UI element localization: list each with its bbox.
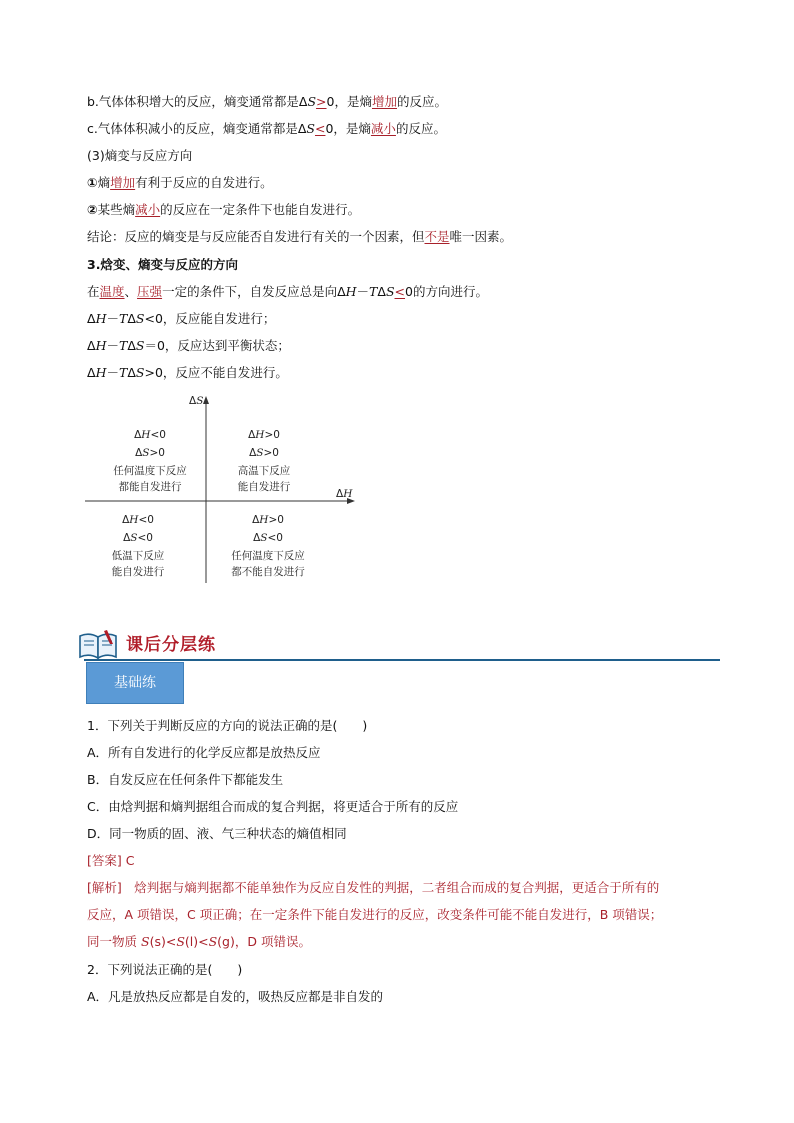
symbol-s: S (135, 311, 145, 326)
blank-answer: 压强 (137, 284, 163, 299)
blank-answer: > (316, 94, 327, 109)
question-2-stem: 2．下列说法正确的是( ) (87, 962, 243, 977)
symbol-s: S (307, 94, 317, 109)
blank-answer: 减小 (370, 121, 396, 136)
x-axis-label: ΔH (336, 488, 353, 500)
symbol-s: S (306, 121, 315, 136)
analysis-line-1: [解析] 焓判据与熵判据都不能单独作为反应自发性的判据，二者组合而成的复合判据，更适合于所有的 (87, 880, 660, 895)
text: 某些熵 (97, 202, 136, 217)
symbol-h: H (95, 338, 107, 353)
blank-answer: 减小 (135, 202, 161, 217)
blank-answer: 增加 (110, 175, 136, 190)
text: Δ (87, 311, 96, 326)
text: 、 (124, 284, 138, 299)
circled-number: ② (87, 202, 98, 217)
analysis-line-3: 同一物质 S(s)<S(l)<S(g)，D 项错误。 (87, 934, 311, 949)
quadrant-4: ΔH>0 ΔS<0 任何温度下反应 都不能自发进行 (231, 514, 305, 578)
subheading-entropy-direction: (3)熵变与反应方向 (87, 148, 193, 163)
line-entropy-increase (87, 93, 447, 111)
section-title: 课后分层练 (126, 635, 216, 655)
answer: [答案] C (87, 853, 135, 868)
text: － (356, 284, 370, 299)
text: 0，是熵 (325, 121, 371, 136)
text: 的反应。 (395, 121, 446, 136)
q2-option-a: A．凡是放热反应都是自发的，吸热反应都是非自发的 (87, 989, 384, 1004)
blank-answer: 增加 (371, 94, 397, 109)
text: － (106, 311, 119, 326)
conclusion (87, 228, 512, 246)
open-book-icon (77, 628, 121, 662)
enthalpy-entropy-diagram (85, 393, 370, 585)
text: b.气体体积增大的反应，熵变通常都是Δ (87, 94, 308, 109)
tab-basic-practice (86, 662, 184, 704)
text: 一定的条件下，自发反应总是向Δ (162, 284, 346, 299)
line-entropy-decrease (87, 120, 446, 138)
symbol-h: H (345, 284, 357, 299)
symbol-t: T (118, 311, 128, 326)
section-divider (84, 659, 720, 661)
option-a: A．所有自发进行的化学反应都是放热反应 (87, 745, 321, 760)
heading-3: 3.焓变、熵变与反应的方向 (87, 257, 238, 272)
text: 的反应。 (397, 94, 448, 109)
symbol-t: T (369, 284, 378, 299)
tab-label: 基础练 (114, 675, 156, 691)
quadrant-3: ΔH<0 ΔS<0 低温下反应 能自发进行 (111, 514, 165, 578)
y-axis-arrowhead (203, 396, 209, 404)
circled-number: ① (87, 175, 98, 190)
text: >0，反应不能自发进行。 (144, 365, 288, 380)
symbol-s: S (135, 365, 145, 380)
text: Δ (127, 311, 136, 326)
y-axis-label: ΔS (189, 395, 204, 407)
text: 0的方向进行。 (405, 284, 488, 299)
rule-1 (87, 310, 275, 328)
text: － (106, 365, 119, 380)
blank-answer: 不是 (424, 229, 450, 244)
text: Δ (377, 284, 386, 299)
option-c: C．由焓判据和熵判据组合而成的复合判据，将更适合于所有的反应 (87, 799, 459, 814)
text: Δ (87, 338, 96, 353)
analysis-line-2: 反应，A 项错误，C 项正确；在一定条件下能自发进行的反应，改变条件可能不能自发进行，B 项错误； (87, 907, 663, 922)
text: <0，反应能自发进行； (144, 311, 276, 326)
quadrant-2: ΔH<0 ΔS>0 任何温度下反应 都能自发进行 (113, 429, 187, 493)
option-b: B．自发反应在任何条件下都能发生 (87, 772, 284, 787)
symbol-t: T (118, 338, 128, 353)
text: 0，是熵 (326, 94, 372, 109)
quadrant-1: ΔH>0 ΔS>0 高温下反应 能自发进行 (237, 429, 291, 493)
text: 的反应在一定条件下也能自发进行。 (160, 202, 361, 217)
point-2 (87, 201, 360, 219)
rule-2 (87, 337, 290, 355)
question-1-stem: 1．下列关于判断反应的方向的说法正确的是( ) (87, 718, 368, 733)
text: 在 (87, 284, 100, 299)
text: 结论：反应的熵变是与反应能否自发进行有关的一个因素，但 (87, 229, 425, 244)
text: 有利于反应的自发进行。 (135, 175, 273, 190)
symbol-h: H (95, 365, 107, 380)
symbol-h: H (95, 311, 107, 326)
text: 熵 (97, 175, 111, 190)
symbol-s: S (385, 284, 395, 299)
blank-answer: < (394, 284, 406, 299)
option-d: D．同一物质的固、液、气三种状态的熵值相同 (87, 826, 347, 841)
text: 唯一因素。 (449, 229, 513, 244)
text: Δ (127, 338, 136, 353)
rule-3 (87, 364, 288, 382)
blank-answer: 温度 (99, 284, 125, 299)
text: ＝0，反应达到平衡状态； (144, 338, 290, 353)
text: c.气体体积减小的反应，熵变通常都是Δ (87, 121, 307, 136)
point-1 (87, 174, 273, 192)
condition-line (87, 283, 488, 301)
symbol-t: T (118, 365, 128, 380)
text: － (106, 338, 119, 353)
blank-answer: < (314, 121, 326, 136)
text: Δ (127, 365, 136, 380)
text: Δ (87, 365, 96, 380)
symbol-s: S (135, 338, 145, 353)
